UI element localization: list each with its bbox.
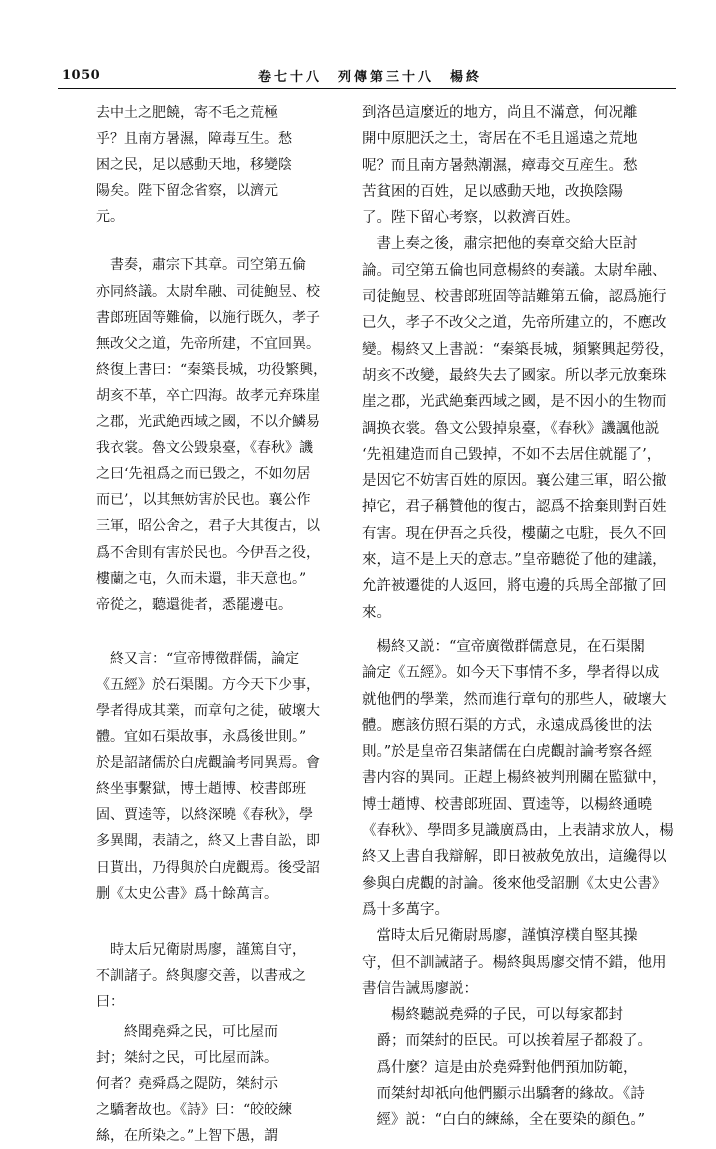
translation-paragraph: 書上奏之後，肅宗把他的奏章交給大臣討 論。司空第五倫也同意楊終的奏議。太尉牟融、 司徒鮑昱、校書郎班固等詰難第五倫，認爲施行 已久，孝子不改父之道，先帝所建立的，不應改 變。楊終又上書説：“秦築長城，頻繁興起勞役， 胡亥不改變，最終失去了國家。所以孝元放棄珠 崖之郡，光武絶棄西域之國，是不因小的生物而 調换衣裳。魯文公毀掉泉臺，《春秋》譏諷他説 ‘先祖建造而自己毀掉，不如不去居住就罷了’， 是因它不妨害百姓的原因。襄公建三軍，昭公撤 掉它，君子稱贊他的復古，認爲不捨棄則對百姓 有害。現在伊吾之兵役，樓蘭之屯駐，長久不回 來，這不是上天的意志。”皇帝聽從了他的建議， 允許被遷徙的人返回，將屯邊的兵馬全部撤了回 來。	[362, 236, 674, 621]
translation-paragraph: 楊終又説：“宣帝廣徵群儒意見，在石渠閣 論定《五經》。如今天下事情不多，學者得以成 就他們的學業，然而進行章句的那些人，破壞大 體。應該仿照石渠的方式，永遠成爲後世的法 則。”於是皇帝召集諸儒在白虎觀討論考察各經 書内容的異同。正趕上楊終被判刑關在監獄中， 博士趙博、校書郎班固、賈逵等，以楊終通曉 《春秋》、學問多見識廣爲由，上表請求放人，楊 終又上書自我辯解，即日被赦免放出，這纔得以 參與白虎觀的討論。後來他受詔删《太史公書》 爲十多萬字。	[362, 638, 674, 918]
classical-paragraph: 書奏，肅宗下其章。司空第五倫 亦同終議。太尉牟融、司徒鮑昱、校 書郎班固等難倫，以施行既久，孝子 無改父之道，先帝所建，不宜回異。 終復上書曰：“秦築長城，功役繁興， 胡亥不革，卒亡四海。故孝元弃珠崖 之郡，光武絶西域之國，不以介鱗易 我衣裳。魯文公毀泉臺，《春秋》譏 之曰‘先祖爲之而已毀之，不如勿居 而已’，以其無妨害於民也。襄公作 三軍，昭公舍之，君子大其復古，以 爲不舍則有害於民也。今伊吾之役， 樓蘭之屯，久而未還，非天意也。” 帝從之，聽還徙者，悉罷邊屯。	[96, 257, 328, 613]
classical-paragraph: 終又言：“宣帝博徵群儒，論定 《五經》於石渠閣。方今天下少事， 學者得成其業，而章句之徒，破壞大 體。宜如石渠故事，永爲後世則。” 於是詔諸儒於白虎觀論考同異焉。會 終坐事繫獄，博士趙博、校書郎班 固、賈逵等，以終深曉《春秋》，學 多異聞，表請之，終又上書自訟，即 日貰出，乃得與於白虎觀焉。後受詔 删《太史公書》爲十餘萬言。	[96, 650, 320, 902]
classical-quoted-letter: 終聞堯舜之民，可比屋而 封；桀紂之民，可比屋而誅。 何者？堯舜爲之隄防，桀紂示 之驕奢故也。《詩》曰：“皎皎練 絲，在所染之。”上智下愚，謂	[96, 1024, 293, 1145]
translation-paragraph: 到洛邑這麼近的地方，尚且不滿意，何况離 開中原肥沃之土，寄居在不毛且遥遠之荒地 呢？而且南方暑熱潮濕，瘴毒交互産生。愁 苦貧困的百姓，足以感動天地，改换陰陽 了。陛下留心考察，以救濟百姓。	[362, 105, 638, 227]
classical-paragraph: 時太后兄衛尉馬廖，謹篤自守， 不訓諸子。終與廖交善，以書戒之 曰：	[96, 941, 306, 1010]
translation-column	[362, 100, 676, 1134]
classical-paragraph: 去中土之肥饒，寄不毛之荒極 乎？且南方暑濕，障毒互生。愁 困之民，足以感動天地，移變陰 陽矣。陛下留念省察，以濟元 元。	[96, 105, 292, 226]
running-head: 卷七十八 列傳第三十八 楊終	[258, 70, 483, 85]
translation-paragraph: 當時太后兄衛尉馬廖，謹慎淳樸自堅其操 守，但不訓誡諸子。楊終與馬廖交情不錯，他用 書信告誡馬廖説：	[362, 928, 667, 997]
header-rule	[58, 88, 676, 89]
translation-quoted-letter: 楊終聽説堯舜的子民，可以每家都封 爵；而桀紂的臣民。可以挨着屋子都殺了。 爲什麼？這是由於堯舜對他們預加防範， 而桀紂却祇向他們顯示出驕奢的緣故。《詩 經》説：“白白的練絲，全在要染的顔色。”	[376, 1007, 652, 1129]
classical-text-column	[96, 100, 348, 1149]
page-number: 1050	[62, 68, 101, 83]
